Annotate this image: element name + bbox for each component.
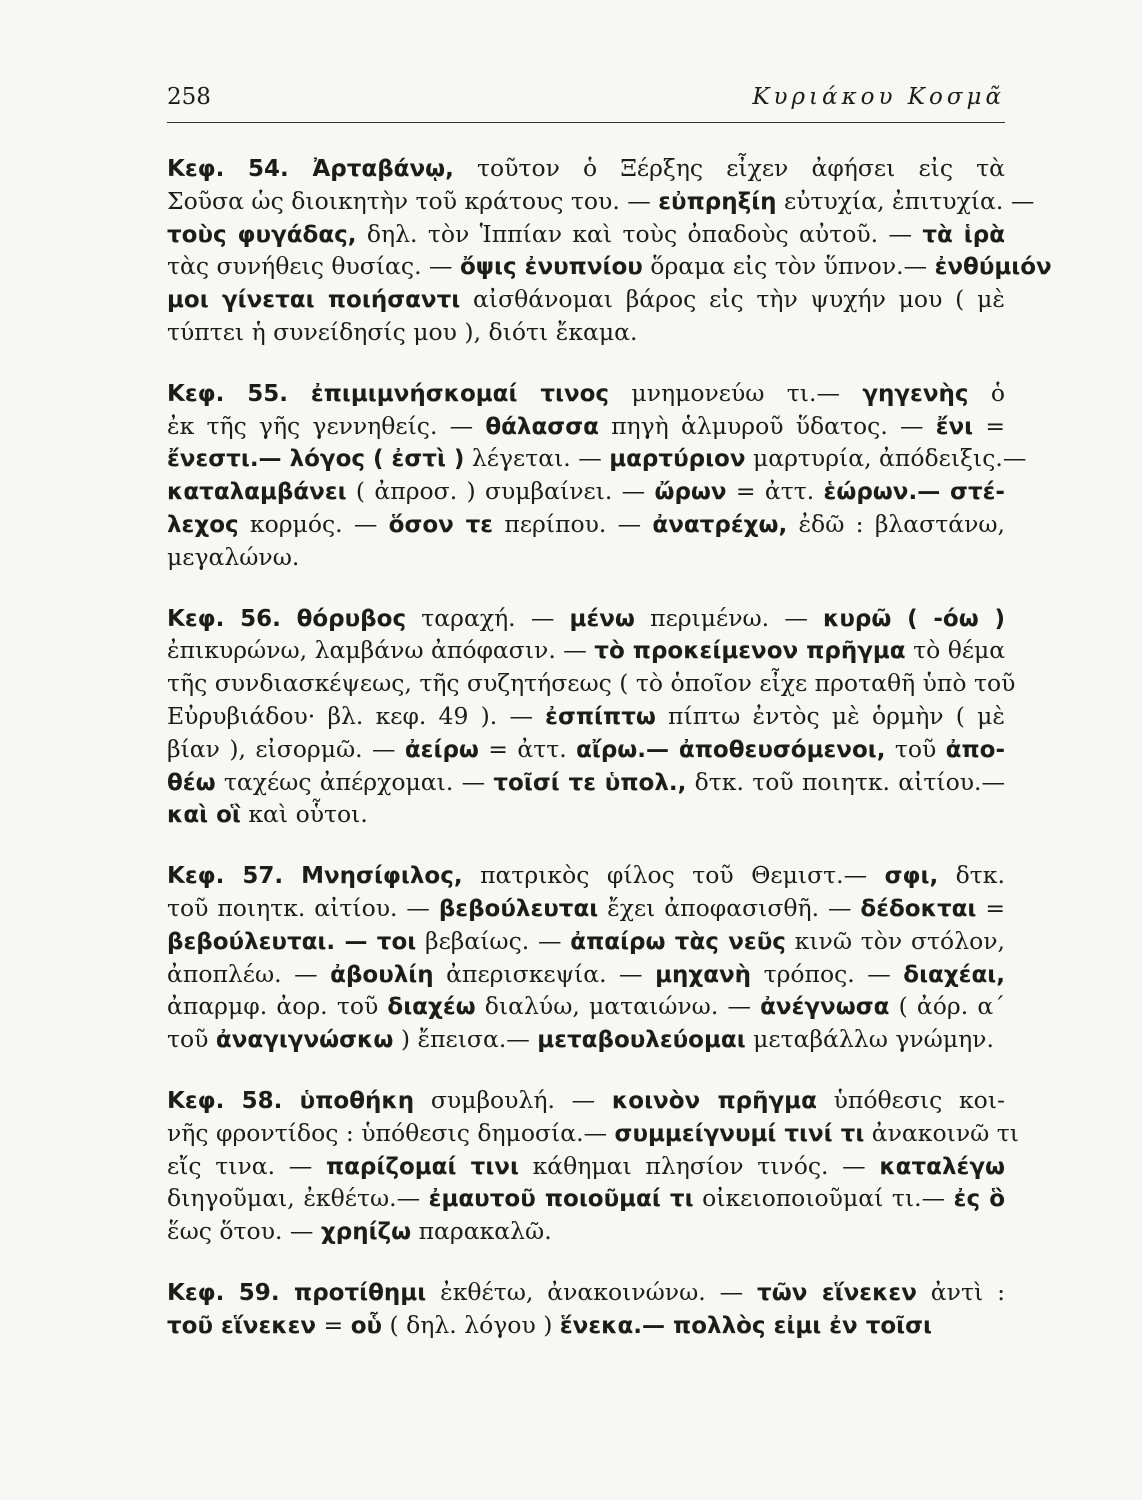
lemma: τὸ προκείμενον πρῆγμα	[594, 638, 906, 665]
text-line	[167, 1150, 1005, 1183]
gloss-text: ἀποπλέω. —	[167, 959, 331, 988]
gloss-text: ἀντὶ :	[916, 1277, 1006, 1306]
lemma: μαρτύριον	[609, 446, 746, 473]
gloss-text: λέγεται. —	[464, 444, 610, 473]
text-line	[167, 1215, 1005, 1248]
lemma: ἀπαίρω τὰς νεῦς	[570, 928, 786, 955]
gloss-text: ) ἔπεισα.—	[393, 1025, 538, 1054]
gloss-text: ἔχει ἀποφασισθῆ. —	[598, 893, 861, 922]
text-line	[167, 634, 1005, 667]
lemma: τοὺς φυγάδας,	[167, 221, 357, 248]
running-head: Κυριάκου Κοσμᾶ	[752, 84, 1005, 110]
gloss-text: μαρτυρία, ἀπόδειξις.—	[745, 444, 1027, 473]
chapter-note-paragraph	[167, 602, 1016, 832]
gloss-text: κινῶ τὸν στόλον,	[785, 926, 1005, 955]
gloss-text: ἀπαρμφ. ἀορ. τοῦ	[167, 992, 388, 1021]
gloss-text: τύπτει ἡ συνείδησίς μου ), διότι ἔκαμα.	[167, 317, 638, 346]
lemma: ἀναγιγνώσκω	[215, 1027, 394, 1054]
gloss-text: κάθημαι πλησίον τινός. —	[518, 1151, 880, 1180]
lemma: καὶ οἳ	[167, 802, 241, 829]
gloss-text: κορμός. —	[238, 509, 389, 538]
lemma: Κεφ. 56. θόρυβος	[167, 605, 407, 632]
lemma: μοι γίνεται ποιήσαντι	[167, 287, 461, 314]
lemma: παρίζομαί τινι	[325, 1153, 519, 1180]
gloss-text: παρακαλῶ.	[411, 1217, 552, 1246]
gloss-text: ἐκθέτω, ἀνακοινώνω. —	[426, 1277, 758, 1306]
gloss-text: ἐδῶ : βλαστάνω,	[787, 509, 1005, 538]
lemma: χρηίζω	[320, 1219, 412, 1246]
gloss-text: εὐτυχία, ἐπιτυχία. —	[776, 186, 1035, 215]
gloss-text: μεγαλώνω.	[167, 542, 300, 571]
gloss-text: τοῦ	[885, 734, 946, 763]
lemma: οὗ	[350, 1312, 383, 1339]
lemma: κοινὸν πρῆγμα	[611, 1087, 817, 1114]
gloss-text: δηλ. τὸν Ἱππίαν καὶ τοὺς ὀπαδοὺς αὐτοῦ. —	[356, 219, 923, 248]
lemma: ἐμαυτοῦ ποιοῦμαί τι	[428, 1186, 694, 1213]
text-line	[167, 283, 1005, 316]
gloss-text: βεβαίως. —	[416, 926, 571, 955]
gloss-text: βίαν ), εἰσορμῶ. —	[167, 734, 405, 763]
text-line	[167, 892, 1005, 925]
gloss-text: δτκ. τοῦ ποιητκ. αἰτίου.—	[686, 767, 1005, 796]
lemma: ἀνέγνωσα	[760, 994, 890, 1021]
commentary-body	[167, 152, 1052, 1370]
gloss-text: ὑπόθεσις κοι-	[816, 1085, 1005, 1114]
gloss-text: περίπου. —	[493, 509, 653, 538]
text-line	[167, 475, 1005, 508]
gloss-text: ταραχή. —	[406, 603, 570, 632]
text-line	[167, 1276, 1005, 1309]
lemma: λεχος	[167, 511, 239, 538]
lemma: Κεφ. 58. ὑποθήκη	[167, 1087, 415, 1114]
lemma: καταλέγω	[879, 1153, 1005, 1180]
lemma: καταλαμβάνει	[167, 479, 347, 506]
lemma: θάλασσα	[485, 413, 599, 440]
gloss-text: =	[976, 893, 1006, 922]
gloss-text: τρόπος. —	[751, 959, 904, 988]
gloss-text: =	[316, 1310, 351, 1339]
lemma: σφι,	[884, 863, 939, 890]
text-line	[167, 602, 1005, 635]
lemma: μένω	[569, 605, 635, 632]
chapter-note-paragraph	[167, 377, 1027, 574]
text-line	[167, 1117, 1019, 1150]
gloss-text: ὅραμα εἰς τὸν ὕπνον.—	[642, 252, 935, 281]
gloss-text: πηγὴ ἁλμυροῦ ὕδατος. —	[598, 411, 936, 440]
text-line	[167, 958, 1005, 991]
lemma: τοῦ εἵνεκεν	[167, 1312, 317, 1339]
gloss-text: ἐπικυρώνω, λαμβάνω ἀπόφασιν. —	[167, 636, 595, 665]
text-line	[167, 766, 1005, 799]
chapter-note-paragraph	[167, 859, 1005, 1056]
page-number: 258	[167, 84, 211, 110]
lemma: βεβούλευται. — τοι	[167, 928, 417, 955]
gloss-text: ἀνακοινῶ τι	[864, 1118, 1019, 1147]
gloss-text: Σοῦσα ὡς διοικητὴν τοῦ κράτους του. —	[167, 186, 659, 215]
lemma: ἀνατρέχω,	[652, 511, 788, 538]
gloss-text: τοῦ ποιητκ. αἰτίου. —	[167, 893, 439, 922]
text-line	[167, 700, 1005, 733]
text-line	[167, 410, 1005, 443]
chapter-note-paragraph	[167, 1276, 1005, 1342]
lemma: ἀείρω	[404, 736, 479, 763]
gloss-text: τῆς συνδιασκέψεως, τῆς συζητήσεως ( τὸ ὁποῖον εἶχε προταθῆ ὑπὸ τοῦ	[167, 669, 1016, 698]
gloss-text: ( ἀόρ. α΄	[889, 992, 1005, 1021]
text-line	[167, 733, 1005, 766]
text-line	[167, 925, 1005, 958]
text-line	[167, 667, 1016, 700]
gloss-text: = ἀττ.	[726, 477, 824, 506]
chapter-note-paragraph	[167, 152, 1052, 349]
gloss-text: ἐκ τῆς γῆς γεννηθείς. —	[167, 411, 486, 440]
gloss-text: ἕως ὅτου. —	[167, 1217, 321, 1246]
lemma: συμμείγνυμί τινί τι	[614, 1120, 865, 1147]
gloss-text: διαλύω, ματαιώνω. —	[475, 992, 761, 1021]
gloss-text: μνημονεύω τι.—	[609, 378, 863, 407]
text-line	[167, 250, 1052, 283]
lemma: Κεφ. 59. προτίθημι	[167, 1279, 427, 1306]
text-line	[167, 859, 1005, 892]
lemma: ἐς ὃ	[953, 1186, 1006, 1213]
lemma: τοῖσί τε ὑπολ.,	[493, 769, 687, 796]
gloss-text: περιμένω. —	[634, 603, 824, 632]
lemma: εὐπρηξίη	[658, 188, 777, 215]
text-line	[167, 990, 1005, 1023]
lemma: κυρῶ ( -όω )	[823, 605, 1005, 632]
gloss-text: ταχέως ἀπέρχομαι. —	[215, 767, 494, 796]
lemma: βεβούλευται	[438, 895, 599, 922]
text-line	[167, 218, 1005, 251]
gloss-text: αἰσθάνομαι βάρος εἰς τὴν ψυχήν μου ( μὲ	[460, 285, 1005, 314]
gloss-text: νῆς φροντίδος : ὑπόθεσις δημοσία.—	[167, 1118, 615, 1147]
text-line	[167, 1023, 1005, 1056]
text-line	[167, 1182, 1005, 1215]
gloss-text: Εὐρυβιάδου· βλ. κεφ. 49 ). —	[167, 701, 546, 730]
lemma: τὰ ἱρὰ	[922, 221, 1005, 248]
gloss-text: τὰς συνήθεις θυσίας. —	[167, 252, 460, 281]
lemma: μεταβουλεύομαι	[537, 1027, 746, 1054]
gloss-text: τὸ θέμα	[905, 636, 1006, 665]
lemma: ἐνθύμιόν	[934, 254, 1052, 281]
lemma: ὅσον τε	[388, 511, 494, 538]
lemma: ἕνεκα.— πολλὸς εἰμι ἐν τοῖσι	[559, 1312, 933, 1339]
text-line	[167, 1309, 1005, 1342]
gloss-text: = ἀττ.	[478, 734, 577, 763]
lemma: μηχανὴ	[655, 961, 752, 988]
lemma: ἐσπίπτω	[545, 703, 656, 730]
gloss-text: =	[973, 411, 1006, 440]
lemma: θέω	[167, 769, 216, 796]
lemma: Κεφ. 55. ἐπιμιμνήσκομαί τινος	[167, 380, 610, 407]
gloss-text: ὁ	[968, 378, 1006, 407]
lemma: ἔνι	[935, 413, 974, 440]
gloss-text: δτκ.	[938, 861, 1005, 890]
lemma: δέδοκται	[860, 895, 977, 922]
text-line	[167, 185, 1035, 218]
text-line	[167, 798, 1005, 831]
lemma: διαχέαι,	[903, 961, 1005, 988]
gloss-text: καὶ οὗτοι.	[240, 800, 368, 829]
lemma: ἀπο-	[945, 736, 1005, 763]
gloss-text: τοῦ	[167, 1025, 216, 1054]
lemma: ἔνεστι.— λόγος ( ἐστὶ )	[167, 446, 465, 473]
gloss-text: ( δηλ. λόγου )	[382, 1310, 560, 1339]
gloss-text: συμβουλή. —	[414, 1085, 612, 1114]
text-line	[167, 377, 1005, 410]
text-line	[167, 152, 1005, 185]
text-line	[167, 316, 1005, 349]
gloss-text: οἰκειοποιοῦμαί τι.—	[693, 1184, 954, 1213]
page-header	[167, 84, 1005, 123]
lemma: διαχέω	[387, 994, 476, 1021]
text-line	[167, 541, 1005, 574]
lemma: ὄψις ἐνυπνίου	[460, 254, 643, 281]
gloss-text: εἴς τινα. —	[167, 1151, 326, 1180]
gloss-text: πατρικὸς φίλος τοῦ Θεμιστ.—	[462, 861, 885, 890]
chapter-note-paragraph	[167, 1084, 1019, 1248]
lemma: Κεφ. 54. Ἀρταβάνῳ,	[167, 156, 454, 182]
gloss-text: μεταβάλλω γνώμην.	[745, 1025, 994, 1054]
text-line	[167, 442, 1027, 475]
gloss-text: ἀπερισκεψία. —	[433, 959, 656, 988]
lemma: ἑώρων.— στέ-	[823, 479, 1005, 506]
lemma: αἴρω.— ἀποθευσόμενοι,	[576, 736, 886, 763]
text-line	[167, 508, 1005, 541]
gloss-text: πίπτω ἐντὸς μὲ ὁρμὴν ( μὲ	[655, 701, 1005, 730]
lemma: γηγενὴς	[862, 380, 969, 407]
lemma: ἀβουλίη	[330, 961, 434, 988]
lemma: Κεφ. 57. Μνησίφιλος,	[167, 863, 463, 890]
lemma: ὤρων	[654, 479, 727, 506]
gloss-text: τοῦτον ὁ Ξέρξης εἶχεν ἀφήσει εἰς τὰ	[453, 154, 1006, 182]
lemma: τῶν εἵνεκεν	[757, 1279, 917, 1306]
gloss-text: διηγοῦμαι, ἐκθέτω.—	[167, 1184, 429, 1213]
text-line	[167, 1084, 1005, 1117]
gloss-text: ( ἀπροσ. ) συμβαίνει. —	[346, 477, 655, 506]
